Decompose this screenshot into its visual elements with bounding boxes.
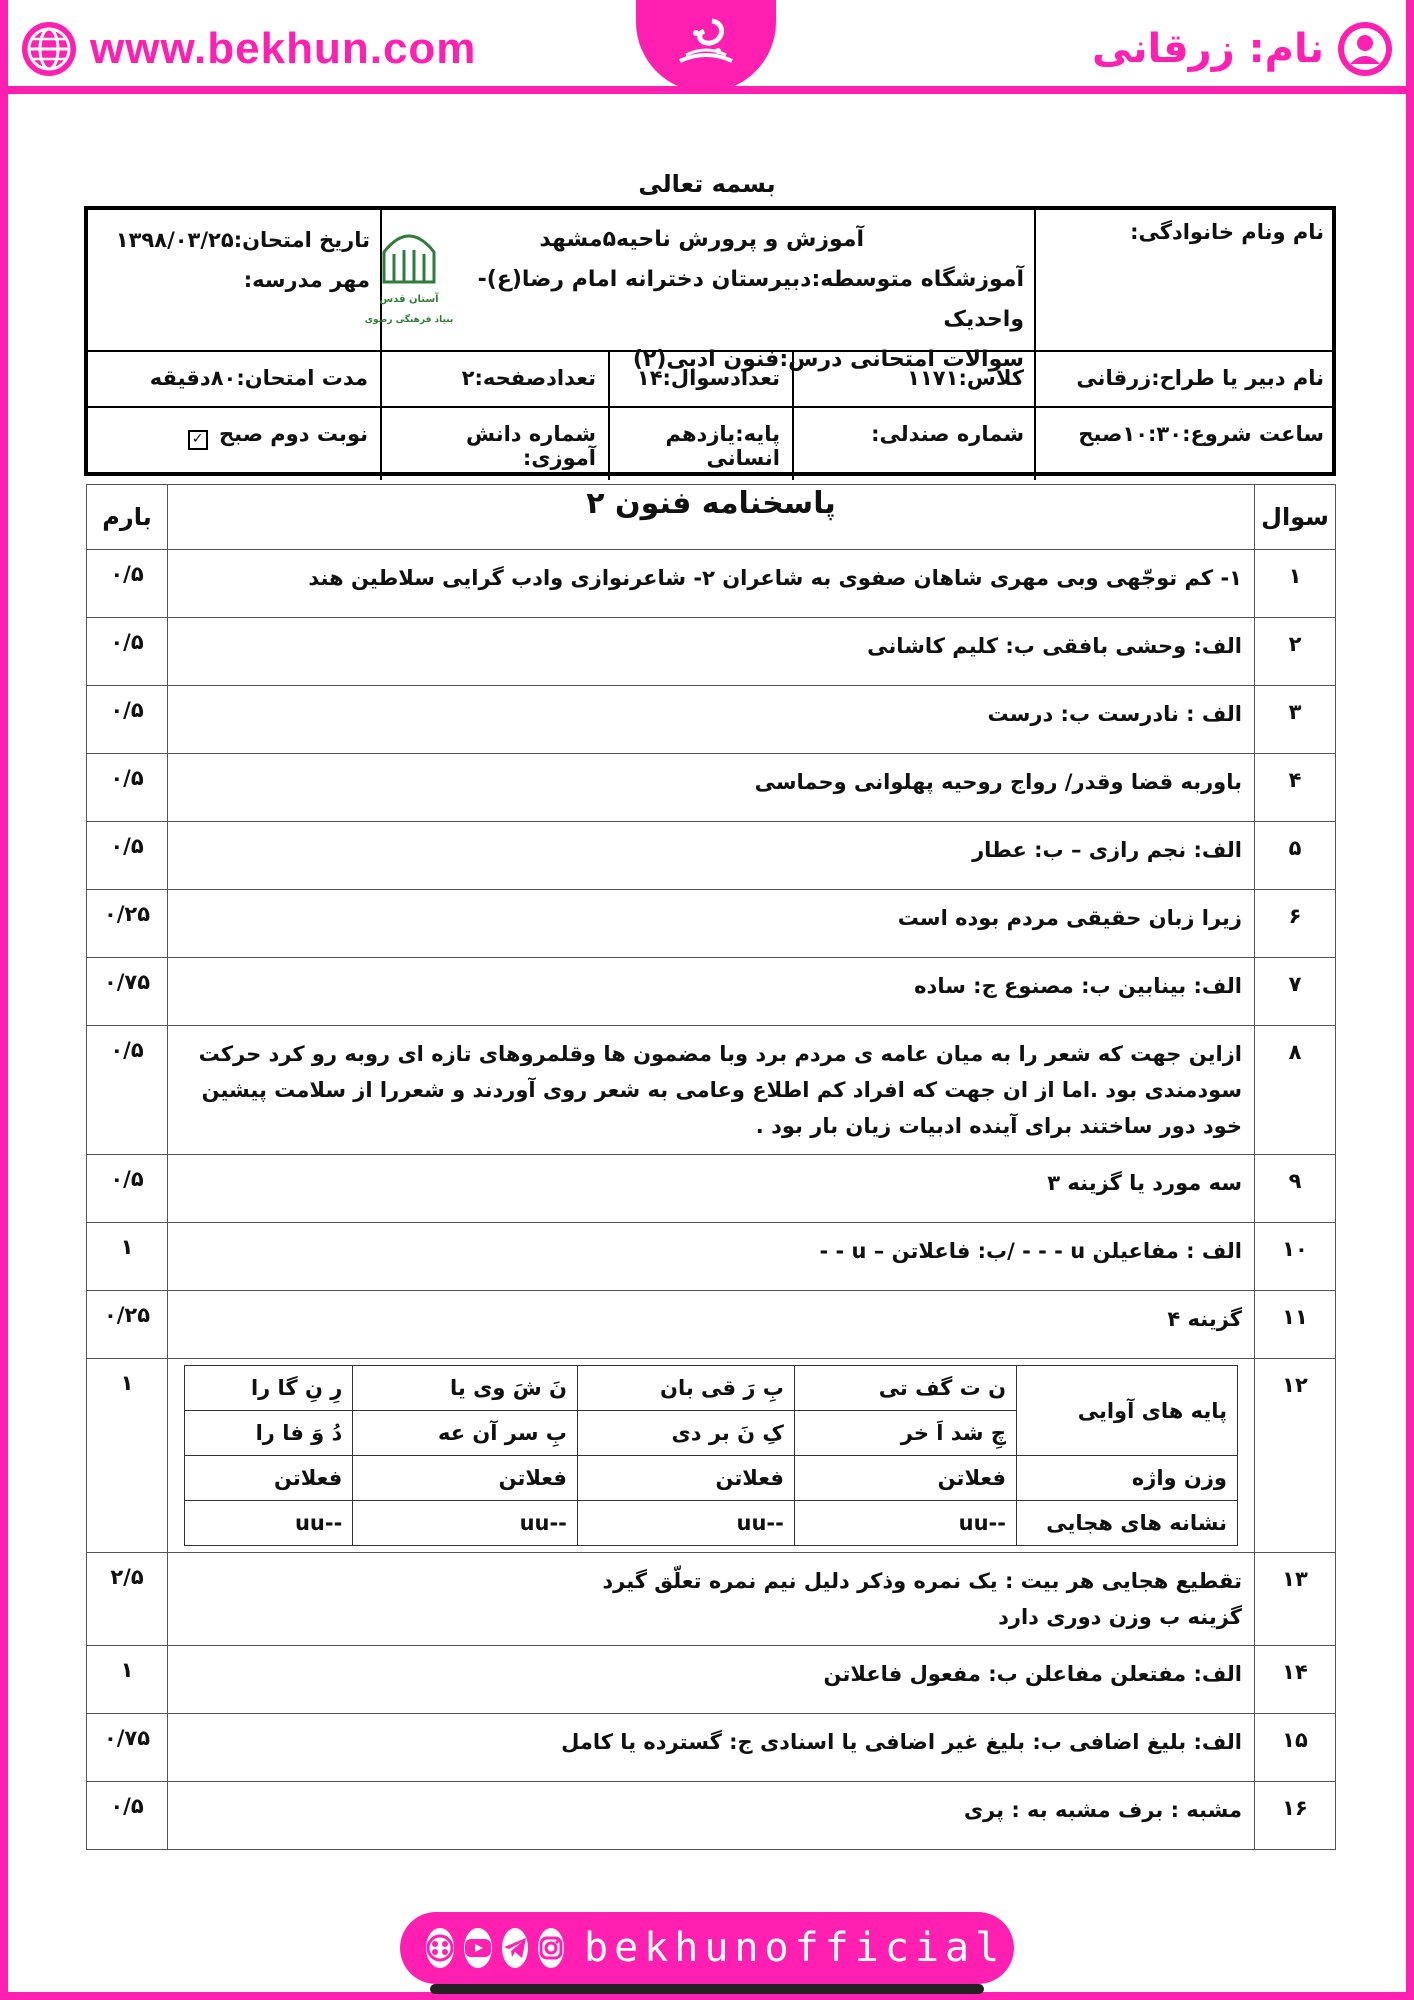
answer-text	[168, 754, 1255, 822]
table-row	[87, 1646, 1336, 1714]
exam-info-table	[84, 206, 1336, 476]
q12-row	[185, 1366, 1238, 1411]
q12-cell: رِ نِ گا را	[185, 1366, 353, 1411]
q12-row-label: نشانه های هجایی	[1017, 1501, 1238, 1546]
checkbox-checked-icon: ✓	[188, 430, 208, 450]
org-line-2: آموزشگاه متوسطه:دبیرستان دخترانه امام رضا(ع)-واحدیک	[477, 267, 1024, 332]
answer-text	[168, 1646, 1255, 1714]
answer-text	[168, 1291, 1255, 1359]
table-row	[87, 958, 1336, 1026]
answer-line-2: گزینه ب وزن دوری دارد	[998, 1605, 1242, 1629]
answer-text	[168, 1714, 1255, 1782]
q12-cell: دُ وَ فا را	[185, 1411, 353, 1456]
answer-table	[86, 484, 1336, 1850]
answer-text	[168, 1223, 1255, 1291]
q12-cell: uu--	[794, 1501, 1016, 1546]
q12-cell: کِ نَ بر دی	[577, 1411, 794, 1456]
answer-sheet	[86, 484, 1336, 1850]
table-row	[87, 618, 1336, 686]
q12-cell: فعلاتن	[185, 1456, 353, 1501]
score: ۰/۷۵	[87, 1714, 168, 1782]
score: ۰/۵	[87, 618, 168, 686]
name-badge	[1092, 14, 1394, 84]
answer-line: ازاین جهت که شعر را به میان عامه ی مردم برد وبا مضمون ها وقلمروهای تازه ای روبه رو کرد حرکت سودمندی بود .اما از ان جهت که افراد کم اطلاع وعامی به شعر روی آوردند و شعررا از سلامت پیشین خود دور ساختند برای آینده ادبیات زیان بار بود .	[198, 1042, 1242, 1138]
q12-cell: چِ شد اَ خر	[794, 1411, 1016, 1456]
youtube-icon[interactable]	[464, 1928, 492, 1968]
table-row	[87, 550, 1336, 618]
answer-table-header	[87, 485, 1336, 550]
answer-line: الف: وحشی بافقی ب: کلیم کاشانی	[867, 634, 1242, 658]
divider	[88, 406, 1332, 408]
q12-cell: بِ سر آن عه	[353, 1411, 578, 1456]
family-name: نام ونام خانوادگی:	[1130, 220, 1324, 244]
score: ۰/۵	[87, 1155, 168, 1223]
class: کلاس:۱۱۷۱	[907, 366, 1024, 390]
seat-number: شماره صندلی:	[871, 422, 1024, 446]
answer-text	[168, 1359, 1255, 1553]
answer-text	[168, 618, 1255, 686]
question-number: ۱۰	[1255, 1223, 1336, 1291]
astan-logo	[364, 216, 454, 336]
exam-date: تاریخ امتحان:۱۳۹۸/۰۳/۲۵	[115, 228, 370, 252]
q12-row-label: پایه های آوایی	[1017, 1366, 1238, 1456]
q12-cell: ن ت گف تی	[794, 1366, 1016, 1411]
answer-line: ۱- کم توجّهی وبی مهری شاهان صفوی به شاعران ۲- شاعرنوازی وادب گرایی سلاطین هند	[308, 566, 1242, 590]
score: ۱	[87, 1646, 168, 1714]
pages-count: تعدادصفحه:۲	[461, 366, 596, 390]
score: ۰/۵	[87, 686, 168, 754]
name-label: نام: زرقانی	[1091, 26, 1324, 72]
org-line-3: سوالات امتحانی درس:فنون ادبی(۲)	[632, 347, 1024, 372]
user-icon	[1336, 20, 1394, 78]
question-number: ۱۲	[1255, 1359, 1336, 1553]
answer-line: مشبه : برف مشبه به : پری	[963, 1798, 1242, 1822]
shift	[88, 416, 376, 454]
start-time: ساعت شروع:۱۰:۳۰صبح	[1078, 422, 1324, 446]
answer-line: الف: مفتعلن مفاعلن ب: مفعول فاعلاتن	[823, 1662, 1242, 1686]
q12-cell: uu--	[353, 1501, 578, 1546]
instagram-icon[interactable]	[538, 1928, 564, 1968]
table-row	[87, 1291, 1336, 1359]
header-title: پاسخنامه فنون ۲	[168, 485, 1255, 550]
divider	[1034, 210, 1036, 480]
q12-cell: نَ شَ وی یا	[353, 1366, 578, 1411]
score: ۰/۵	[87, 1782, 168, 1850]
answer-line: تقطیع هجایی هر بیت : یک نمره وذکر دلیل نیم نمره تعلّق گیرد	[602, 1569, 1242, 1593]
questions-count: تعدادسوال:۱۴	[636, 366, 780, 390]
table-row	[87, 890, 1336, 958]
question-number: ۱۴	[1255, 1646, 1336, 1714]
question-number: ۲	[1255, 618, 1336, 686]
q12-cell: uu--	[577, 1501, 794, 1546]
social-handle[interactable]: bekhunofficial	[584, 1925, 1006, 1971]
brand-logo	[636, 0, 776, 92]
table-row	[87, 754, 1336, 822]
footer-shadow	[430, 1984, 984, 1994]
score: ۰/۷۵	[87, 958, 168, 1026]
table-row	[87, 1714, 1336, 1782]
answer-text	[168, 1782, 1255, 1850]
q12-cell: بِ رَ قی بان	[577, 1366, 794, 1411]
answer-line: الف: بینابین ب: مصنوع ج: ساده	[914, 974, 1242, 998]
q12-scansion-table	[184, 1365, 1238, 1546]
table-row	[87, 1026, 1336, 1155]
table-row	[87, 1359, 1336, 1553]
answer-text	[168, 686, 1255, 754]
score: ۰/۵	[87, 1026, 168, 1155]
header-question: سوال	[1255, 485, 1336, 550]
answer-line: سه مورد یا گزینه ۳	[1047, 1171, 1242, 1195]
page-title: بسمه تعالی	[638, 170, 776, 198]
logo-text-2: بنیاد فرهنگی رضوی	[364, 315, 454, 325]
score: ۰/۲۵	[87, 890, 168, 958]
logo-text-1: آستان قدس	[379, 294, 439, 305]
shrine-logo-icon	[364, 222, 454, 340]
table-row	[87, 1553, 1336, 1646]
book-logo-icon	[666, 11, 746, 81]
q12-row	[185, 1456, 1238, 1501]
question-number: ۱	[1255, 550, 1336, 618]
question-number: ۵	[1255, 822, 1336, 890]
student-number: شماره دانش آموزی:	[466, 422, 596, 470]
q12-cell: uu--	[185, 1501, 353, 1546]
score: ۱	[87, 1359, 168, 1553]
grade: پایه:یازدهم انسانی	[665, 422, 780, 470]
answer-text	[168, 1155, 1255, 1223]
table-row	[87, 1155, 1336, 1223]
question-number: ۹	[1255, 1155, 1336, 1223]
score: ۰/۵	[87, 822, 168, 890]
question-number: ۱۱	[1255, 1291, 1336, 1359]
duration: مدت امتحان:۸۰دقیقه	[149, 366, 368, 390]
q12-cell: فعلاتن	[577, 1456, 794, 1501]
q12-cell: فعلاتن	[353, 1456, 578, 1501]
aparat-icon[interactable]	[426, 1928, 454, 1968]
telegram-icon[interactable]	[502, 1928, 528, 1968]
answer-text	[168, 958, 1255, 1026]
answer-text	[168, 550, 1255, 618]
header-score: بارم	[87, 485, 168, 550]
question-number: ۱۳	[1255, 1553, 1336, 1646]
table-row	[87, 822, 1336, 890]
shift-label: نوبت دوم صبح	[218, 422, 368, 446]
answer-text	[168, 1553, 1255, 1646]
score: ۰/۲۵	[87, 1291, 168, 1359]
org-line-1: آموزش و پرورش ناحیه۵مشهد	[539, 227, 864, 252]
answer-line: زیرا زبان حقیقی مردم بوده است	[897, 906, 1242, 930]
question-number: ۴	[1255, 754, 1336, 822]
site-url[interactable]: www.bekhun.com	[90, 24, 477, 73]
answer-text	[168, 890, 1255, 958]
q12-cell: فعلاتن	[794, 1456, 1016, 1501]
score: ۱	[87, 1223, 168, 1291]
answer-line: گزینه ۴	[1167, 1307, 1242, 1331]
question-number: ۸	[1255, 1026, 1336, 1155]
teacher: نام دبیر یا طراح:زرقانی	[1076, 366, 1324, 390]
top-bar	[0, 0, 1414, 96]
q12-row-label: وزن واژه	[1017, 1456, 1238, 1501]
date-block	[88, 214, 378, 306]
question-number: ۳	[1255, 686, 1336, 754]
globe-icon	[20, 20, 78, 78]
score: ۰/۵	[87, 550, 168, 618]
table-row	[87, 1223, 1336, 1291]
site-link[interactable]	[20, 14, 476, 84]
answer-line: الف: نجم رازی – ب: عطار	[972, 838, 1242, 862]
score: ۲/۵	[87, 1553, 168, 1646]
question-number: ۷	[1255, 958, 1336, 1026]
social-footer	[400, 1912, 1014, 1984]
table-row	[87, 1782, 1336, 1850]
answer-line: الف : مفاعیلن u - - - /ب: فاعلاتن – u - -	[819, 1239, 1242, 1263]
answer-text	[168, 822, 1255, 890]
q12-row	[185, 1501, 1238, 1546]
question-number: ۶	[1255, 890, 1336, 958]
question-number: ۱۶	[1255, 1782, 1336, 1850]
school-seal: مهر مدرسه:	[243, 268, 370, 292]
table-row	[87, 686, 1336, 754]
answer-line: باوربه قضا وقدر/ رواج روحیه پهلوانی وحماسی	[754, 770, 1242, 794]
answer-line: الف: بلیغ اضافی ب: بلیغ غیر اضافی یا اسنادی ج: گسترده یا کامل	[561, 1730, 1242, 1754]
score: ۰/۵	[87, 754, 168, 822]
question-number: ۱۵	[1255, 1714, 1336, 1782]
answer-line: الف : نادرست ب: درست	[987, 702, 1242, 726]
answer-text	[168, 1026, 1255, 1155]
